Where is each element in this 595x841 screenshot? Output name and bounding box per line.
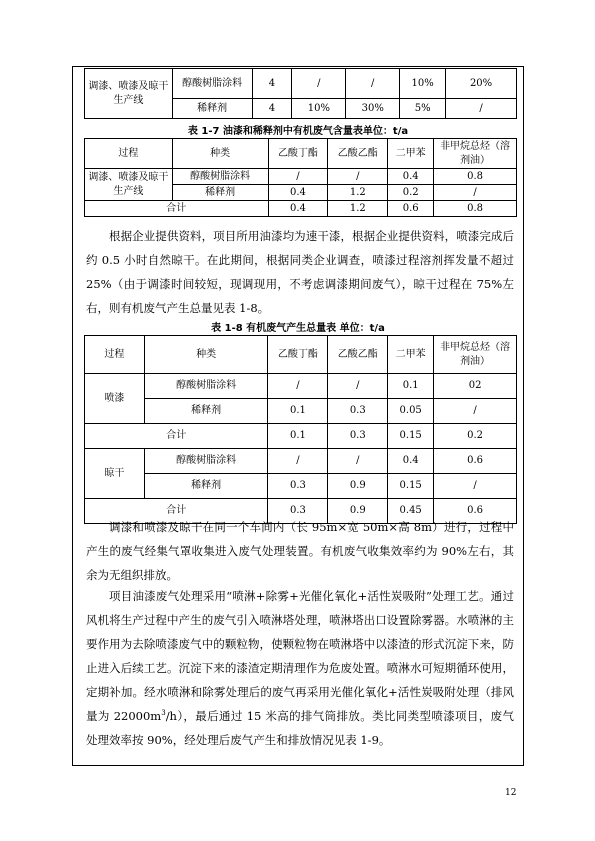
table-cell: / [268,374,328,399]
table-cell: 0.15 [388,474,434,499]
table-continued [84,68,517,119]
table-cell: / [268,449,328,474]
table-total-row [85,201,517,217]
table-cell: 4 [252,99,292,119]
paragraph-3-text-end: /h），最后通过 15 米高的排气筒排放。类比同类型喷漆项目，废气处理效率按 90%，经处理后废气产生和排放情况见表 1-9。 [86,709,514,747]
table-cell: 0.4 [388,449,434,474]
table-cell: 0.3 [268,499,328,524]
table-cell: 0.6 [434,449,517,474]
table-row [85,169,517,185]
table-cell: / [328,374,388,399]
table-cell: / [434,185,517,201]
table-cell: 0.6 [388,201,434,217]
table-cell: / [268,169,328,185]
column-header: 过程 [85,336,145,374]
table-cell: 0.3 [328,399,388,424]
process-cell: 调漆、喷漆及晾干生产线 [85,69,173,119]
table-row [85,69,517,99]
table-cell: 0.9 [328,499,388,524]
table-cell: 0.1 [268,424,328,449]
table-cell: / [292,69,346,99]
table-cell: / [434,399,517,424]
type-cell: 醇酸树脂涂料 [144,449,268,474]
column-header: 非甲烷总烃（溶剂油） [434,336,517,374]
column-header: 乙酸丁酯 [268,336,328,374]
table-cell: 1.2 [328,185,388,201]
type-cell: 稀释剂 [172,99,252,119]
process-cell: 喷漆 [85,374,145,424]
type-cell: 稀释剂 [144,399,268,424]
table-cell: 4 [252,69,292,99]
type-cell: 稀释剂 [144,474,268,499]
table-header-row [85,139,517,169]
table-cell: 0.2 [388,185,434,201]
table-row [85,474,517,499]
table-cell: 0.3 [268,474,328,499]
table-cell: 0.1 [268,399,328,424]
table-row [85,399,517,424]
type-cell: 醇酸树脂涂料 [144,374,268,399]
table-cell: 0.8 [434,201,517,217]
total-label: 合计 [85,499,268,524]
table-1-7-caption: 表 1-7 油漆和稀释剂中有机废气含量表单位：t/a [187,126,409,137]
table-cell: 10% [400,69,446,99]
type-cell: 醇酸树脂涂料 [172,169,268,185]
column-header: 过程 [85,139,173,169]
table-cell: 0.15 [388,424,434,449]
column-header: 二甲苯 [388,336,434,374]
table-cell: / [328,169,388,185]
table-cell: 5% [400,99,446,119]
paragraph-2: 调漆和喷漆及晾干在同一个车间内（长 95m×宽 50m×高 8m）进行，过程中产生的废气经集气罩收集进入废气处理装置。有机废气收集效率约为 90%左右，其余为无组织排放。 [86,520,514,582]
paragraph-3 [86,584,514,752]
total-label: 合计 [85,424,268,449]
table-1-8-caption: 表 1-8 有机废气产生总量表 单位：t/a [211,323,385,334]
table-row [85,374,517,399]
table-cell: 0.3 [328,424,388,449]
table-cell: / [346,69,400,99]
table-cell: 02 [434,374,517,399]
table-total-row [85,424,517,449]
column-header: 乙酸乙酯 [328,139,388,169]
table-cell: 10% [292,99,346,119]
process-cell: 晾干 [85,449,145,499]
paragraph-3-text: 项目油漆废气处理采用“喷淋+除雾+光催化氧化+活性炭吸附”处理工艺。通过风机将生产过程中产生的废气引入喷淋塔处理，喷淋塔出口设置除雾器。水喷淋的主要作用为去除喷漆废气中的颗粒物，使颗粒物在喷淋塔中以漆渣的形式沉淀下来，防止进入后续工艺。沉淀下来的漆渣定期清理作为危废处置。喷淋水可短期循环使用，定期补加。经水喷淋和除雾处理后的废气再采用光催化氧化+活性炭吸附处理（排风量为 22000m [86,589,514,723]
table-cell: 0.8 [434,169,517,185]
column-header: 乙酸乙酯 [328,336,388,374]
column-header: 种类 [144,336,268,374]
table-row [85,449,517,474]
type-cell: 醇酸树脂涂料 [172,69,252,99]
column-header: 乙酸丁酯 [268,139,328,169]
table-cell: 30% [346,99,400,119]
process-cell: 调漆、喷漆及晾干生产线 [85,169,173,201]
table-cell: 0.05 [388,399,434,424]
table-cell: 0.4 [388,169,434,185]
table-cell: 0.2 [434,424,517,449]
table-cell: 0.6 [434,499,517,524]
table-header-row [85,336,517,374]
page-number: 12 [505,788,517,798]
table-1-8 [84,335,517,524]
table-cell: 0.4 [268,201,328,217]
type-cell: 稀释剂 [172,185,268,201]
superscript: 3 [161,709,166,718]
total-label: 合计 [85,201,269,217]
table-cell: 1.2 [328,201,388,217]
table-1-7 [84,138,517,217]
table-cell: 0.45 [388,499,434,524]
column-header: 非甲烷总烃（溶剂油） [434,139,517,169]
table-cell: 0.1 [388,374,434,399]
column-header: 种类 [172,139,268,169]
column-header: 二甲苯 [388,139,434,169]
table-cell: / [328,449,388,474]
table-cell: 0.4 [268,185,328,201]
table-cell: / [446,99,517,119]
table-cell: 20% [446,69,517,99]
table-cell: / [434,474,517,499]
table-cell: 0.9 [328,474,388,499]
paragraph-1: 根据企业提供资料，项目所用油漆均为速干漆，根据企业提供资料，喷漆完成后约 0.5 小时自然晾干。在此期间，根据同类企业调查，喷漆过程溶剂挥发量不超过 25%（由于调漆时间较短，现调现用，不考虑调漆期间废气），晾干过程在 75%左右，则有机废气产生总量见表 1-8。 [86,229,514,315]
